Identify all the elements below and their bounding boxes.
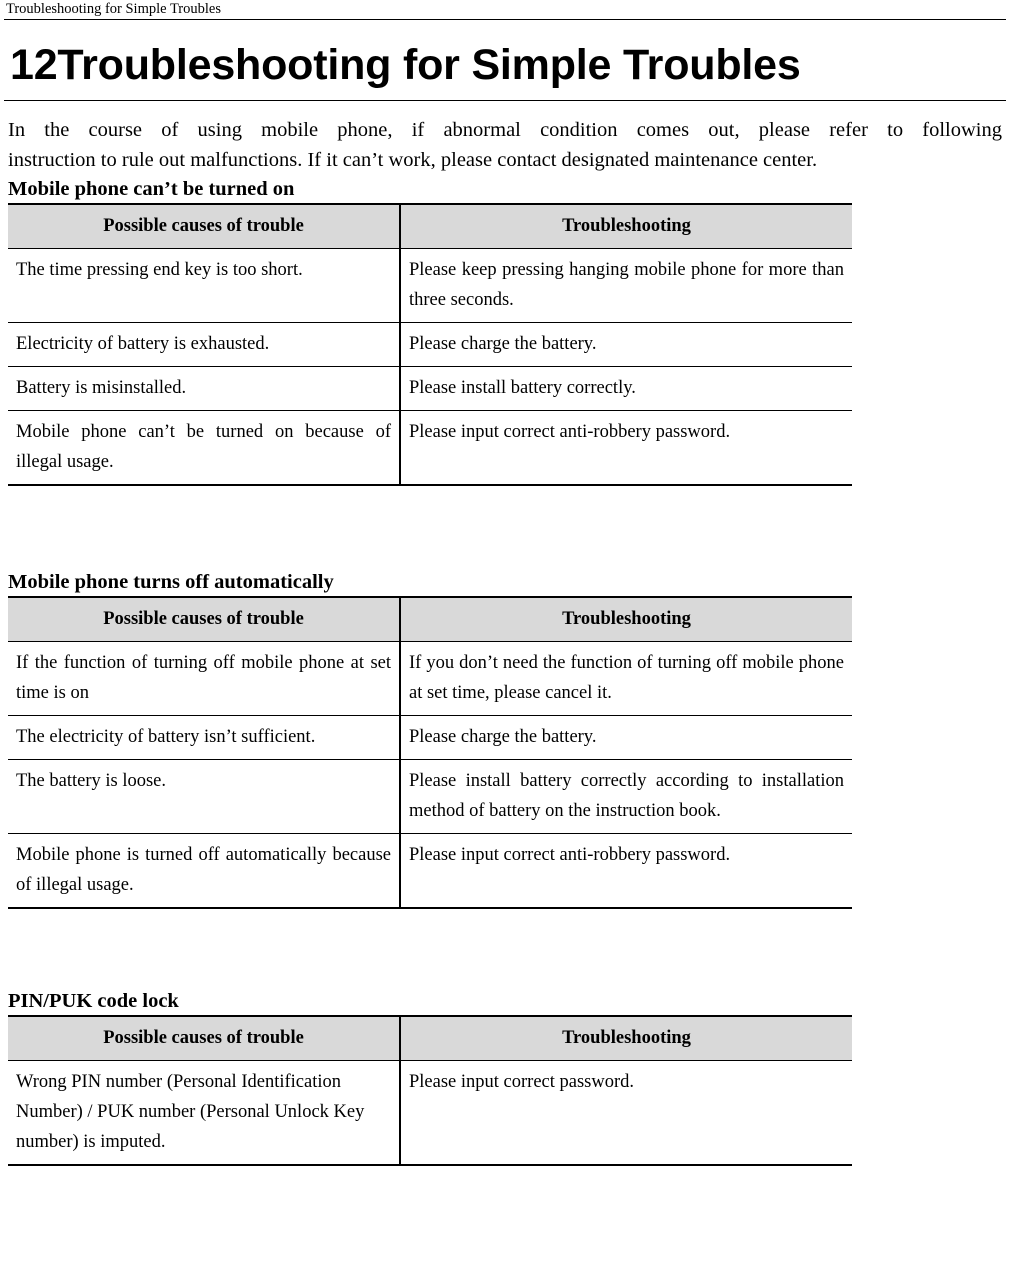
table-row [8, 716, 852, 760]
section-spacer [4, 909, 1006, 987]
column-header-cause: Possible causes of trouble [8, 597, 400, 642]
table-row [8, 760, 852, 834]
cell-fix: If you don’t need the function of turning off mobile phone at set time, please cancel it. [400, 642, 852, 716]
table-header-row [8, 597, 852, 642]
section-heading-power-on: Mobile phone can’t be turned on [8, 178, 295, 200]
intro-line-1: In the course of using mobile phone, if abnormal condition comes out, please refer to following [8, 119, 1002, 141]
cell-cause: If the function of turning off mobile phone at set time is on [8, 642, 400, 716]
troubleshooting-table-pin-puk [8, 1015, 852, 1166]
cell-fix: Please install battery correctly according to installation method of battery on the instruction book. [400, 760, 852, 834]
section-heading-pin-puk: PIN/PUK code lock [8, 990, 179, 1012]
cell-cause: Battery is misinstalled. [8, 367, 400, 411]
table-row [8, 367, 852, 411]
section-spacer [4, 486, 1006, 568]
troubleshooting-table-power-on [8, 203, 852, 486]
cell-fix: Please charge the battery. [400, 323, 852, 367]
cell-fix: Please input correct anti-robbery password. [400, 411, 852, 486]
table-row [8, 323, 852, 367]
running-header: Troubleshooting for Simple Troubles [6, 1, 221, 17]
table-row [8, 249, 852, 323]
cell-cause: Electricity of battery is exhausted. [8, 323, 400, 367]
table-header-row [8, 204, 852, 249]
table-header-row [8, 1016, 852, 1061]
table-row [8, 1061, 852, 1166]
table-row [8, 834, 852, 909]
table-row [8, 642, 852, 716]
cell-fix: Please keep pressing hanging mobile phone for more than three seconds. [400, 249, 852, 323]
intro-line-2: instruction to rule out malfunctions. If it can’t work, please contact designated maintenance center. [8, 149, 818, 171]
column-header-cause: Possible causes of trouble [8, 204, 400, 249]
cell-fix: Please install battery correctly. [400, 367, 852, 411]
column-header-fix: Troubleshooting [400, 1016, 852, 1061]
cell-cause: Wrong PIN number (Personal Identification Number) / PUK number (Personal Unlock Key number) is imputed. [8, 1061, 400, 1166]
section-heading-turns-off: Mobile phone turns off automatically [8, 571, 334, 593]
cell-cause: The electricity of battery isn’t sufficient. [8, 716, 400, 760]
cell-fix: Please input correct password. [400, 1061, 852, 1166]
column-header-fix: Troubleshooting [400, 597, 852, 642]
intro-paragraph [8, 115, 1002, 175]
title-rule [4, 100, 1006, 101]
column-header-cause: Possible causes of trouble [8, 1016, 400, 1061]
troubleshooting-table-turns-off [8, 596, 852, 909]
cell-cause: Mobile phone can’t be turned on because of illegal usage. [8, 411, 400, 486]
cell-fix: Please input correct anti-robbery password. [400, 834, 852, 909]
column-header-fix: Troubleshooting [400, 204, 852, 249]
cell-cause: Mobile phone is turned off automatically because of illegal usage. [8, 834, 400, 909]
cell-cause: The time pressing end key is too short. [8, 249, 400, 323]
page-title: 12Troubleshooting for Simple Troubles [10, 41, 801, 89]
cell-cause: The battery is loose. [8, 760, 400, 834]
table-row [8, 411, 852, 486]
cell-fix: Please charge the battery. [400, 716, 852, 760]
